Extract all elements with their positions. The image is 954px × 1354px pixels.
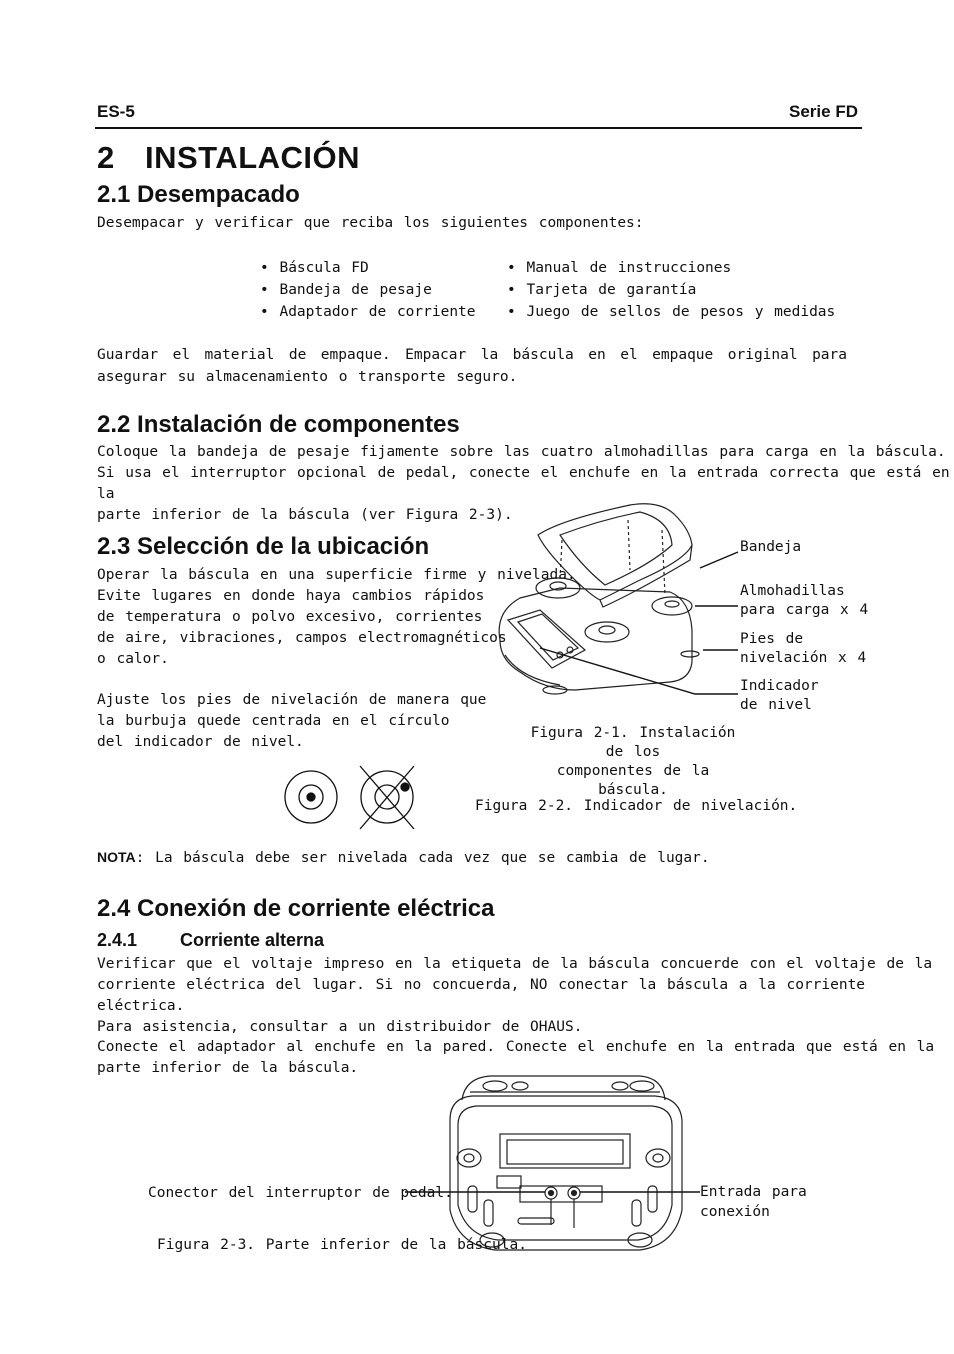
label-line: conexión	[700, 1204, 770, 1220]
figure-2-2-caption: Figura 2-2. Indicador de nivelación.	[475, 798, 798, 814]
text-line: Verificar que el voltaje impreso en la etiqueta de la báscula concuerde con el voltaje de la	[97, 956, 933, 972]
subsection-number: 2.4.1	[97, 930, 138, 950]
section-2-3-paragraph-2	[97, 690, 486, 753]
section-2-2-title: 2.2 Instalación de componentes	[97, 411, 460, 438]
text-line: de temperatura o polvo excesivo, corrientes	[97, 609, 483, 625]
text-line: la burbuja quede centrada en el círculo	[97, 713, 450, 729]
text-line: Conecte el adaptador al enchufe en la pared. Conecte el enchufe en la entrada que está en la	[97, 1039, 935, 1055]
text-line: Evite lugares en donde haya cambios rápidos	[97, 588, 485, 604]
list-item: • Adaptador de corriente	[260, 304, 476, 320]
list-item: • Bandeja de pesaje	[260, 282, 432, 298]
label-line: Entrada para	[700, 1184, 807, 1200]
note-text: : La báscula debe ser nivelada cada vez que se cambia de lugar.	[135, 850, 710, 866]
list-item: • Báscula FD	[260, 260, 369, 276]
label-almohadillas	[740, 582, 868, 620]
section-2-4-paragraph-2	[97, 1037, 934, 1079]
label-indicador	[740, 677, 819, 715]
label-bandeja: Bandeja	[740, 539, 802, 555]
label-line: para carga x 4	[740, 602, 869, 618]
section-2-2-paragraph	[97, 442, 954, 526]
chapter-number: 2	[97, 140, 115, 175]
caption-line: Figura 2-1. Instalación de los	[530, 725, 736, 760]
text-line: del indicador de nivel.	[97, 734, 304, 750]
subsection-title: Corriente alterna	[180, 930, 325, 950]
text-line: corriente eléctrica del lugar. Si no concuerda, NO conectar la báscula a la corriente eléctrica.	[97, 977, 866, 1014]
components-list-right	[507, 257, 835, 323]
note-label: NOTA	[97, 849, 136, 865]
label-line: nivelación x 4	[740, 650, 867, 666]
text-line: Para asistencia, consultar a un distribuidor de OHAUS.	[97, 1019, 583, 1035]
text-line: Operar la báscula en una superficie firme y nivelada.	[97, 567, 576, 583]
section-2-1-title: 2.1 Desempacado	[97, 181, 300, 208]
list-item: • Juego de sellos de pesos y medidas	[507, 304, 836, 320]
label-line: Indicador	[740, 678, 819, 694]
list-item: • Tarjeta de garantía	[507, 282, 697, 298]
list-item: • Manual de instrucciones	[507, 260, 732, 276]
level-correct-icon	[285, 771, 337, 823]
label-line: Pies de	[740, 631, 804, 647]
components-list-left	[260, 257, 476, 323]
label-line: Almohadillas	[740, 583, 845, 599]
text-line: Coloque la bandeja de pesaje fijamente sobre las cuatro almohadillas para carga en la báscula.	[97, 444, 946, 460]
text-line: o calor.	[97, 651, 169, 667]
section-2-3-title: 2.3 Selección de la ubicación	[97, 533, 430, 560]
section-2-1-intro: Desempacar y verificar que reciba los siguientes componentes:	[97, 215, 644, 231]
figure-2-1-caption	[518, 724, 748, 800]
section-2-1-paragraph: Guardar el material de empaque. Empacar la báscula en el empaque original para asegurar su almacenamiento o transporte seguro.	[97, 347, 847, 385]
text-line: parte inferior de la báscula (ver Figura 2-3).	[97, 507, 513, 523]
series-name: Serie FD	[789, 102, 858, 121]
note	[97, 847, 710, 869]
chapter-title: INSTALACIÓN	[145, 140, 361, 175]
figure-2-3-caption: Figura 2-3. Parte inferior de la báscula.	[157, 1237, 527, 1253]
label-power-input	[700, 1182, 807, 1222]
text-line: Si usa el interruptor opcional de pedal, conecte el enchufe en la entrada correcta que está en la	[97, 465, 950, 502]
text-line: Ajuste los pies de nivelación de manera que	[97, 692, 487, 708]
label-pedal-connector: Conector del interruptor de pedal.	[148, 1185, 453, 1201]
section-2-4-title: 2.4 Conexión de corriente eléctrica	[97, 895, 495, 922]
label-pies	[740, 630, 866, 668]
caption-line: componentes de la báscula.	[556, 763, 710, 798]
label-line: de nivel	[740, 697, 812, 713]
section-2-3-paragraph-1	[97, 565, 576, 670]
page-number: ES-5	[97, 102, 135, 121]
text-line: parte inferior de la báscula.	[97, 1060, 359, 1076]
text-line: de aire, vibraciones, campos electromagnéticos	[97, 630, 507, 646]
section-2-4-paragraph-1	[97, 954, 954, 1038]
level-incorrect-icon	[360, 766, 414, 829]
header-rule	[95, 127, 862, 129]
